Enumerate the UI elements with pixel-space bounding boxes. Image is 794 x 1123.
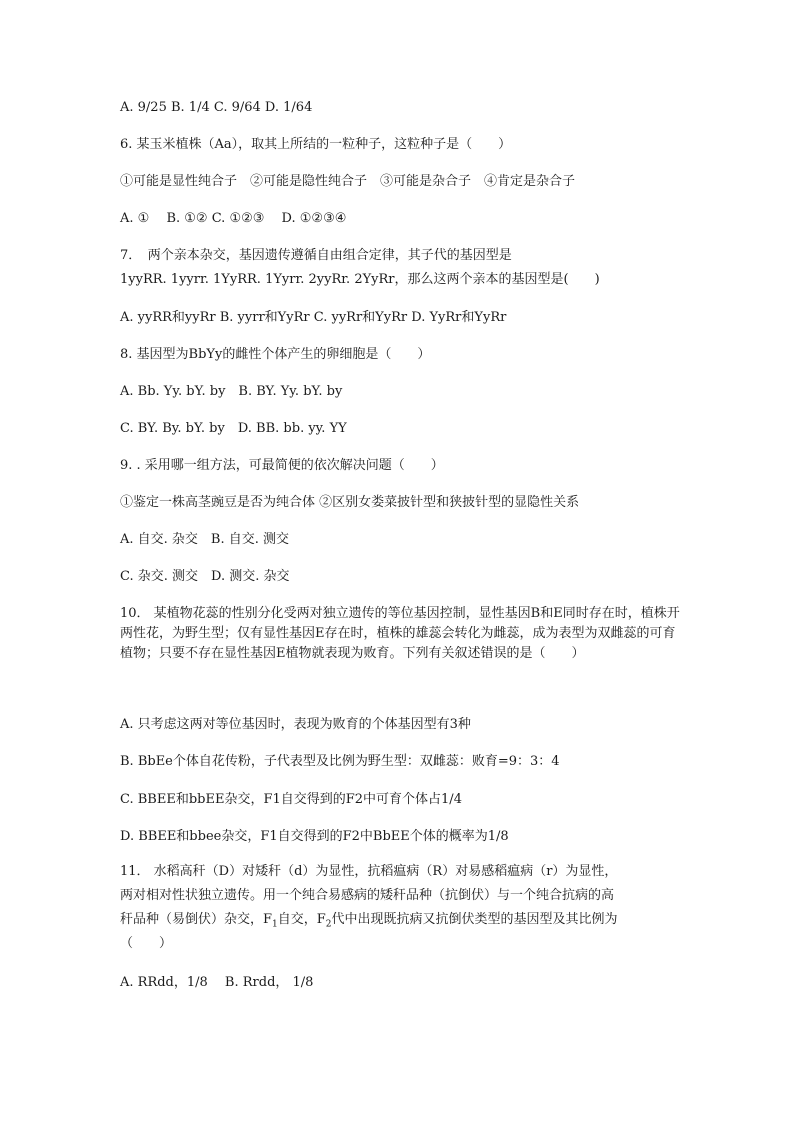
- q10-stem: 10． 某植物花蕊的性别分化受两对独立遗传的等位基因控制，显性基因B和E同时存在时，植株开两性花，为野生型；仅有显性基因E存在时，植株的雄蕊会转化为雌蕊，成为表型为双雌蕊的可育植物；只要不存在显性基因E植物就表现为败育。下列有关叙述错误的是（ ）: [120, 606, 680, 661]
- q7-stem-line2: 1yyRR. 1yyrr. 1YyRR. 1Yyrr. 2yyRr. 2YyRr，那么这两个亲本的基因型是( ): [120, 272, 600, 287]
- q9-options-ab: A. 自交. 杂交 B. 自交. 测交: [120, 532, 290, 547]
- q8-options-cd: C. BY. By. bY. by D. BB. bb. yy. YY: [120, 421, 347, 436]
- q11-stem-line2: 两对相对性状独立遗传。用一个纯合易感病的矮秆品种（抗倒伏）与一个纯合抗病的高: [120, 888, 615, 903]
- q11-stem-line3: 秆品种（易倒伏）杂交，$F_1$自交，$F_2$代中出现既抗病又抗倒伏类型的基因型及其比例为: [120, 912, 618, 930]
- q7-stem-line1: 7． 两个亲本杂交，基因遗传遵循自由组合定律，其子代的基因型是: [120, 248, 512, 263]
- q11-stem-line1: 11． 水稻高秆（D）对矮秆（d）为显性，抗稻瘟病（R）对易感稻瘟病（r）为显性，: [120, 864, 618, 879]
- q10-option-c: C. BBEE和bbEE杂交，F1自交得到的F2中可育个体占1/4: [120, 792, 462, 807]
- q6-items: ①可能是显性纯合子 ②可能是隐性纯合子 ③可能是杂合子 ④肯定是杂合子: [120, 174, 576, 189]
- q9-items: ①鉴定一株高茎豌豆是否为纯合体 ②区别女娄菜披针型和狭披针型的显隐性关系: [120, 495, 580, 510]
- q10-option-a: A. 只考虑这两对等位基因时，表现为败育的个体基因型有3种: [120, 717, 471, 732]
- q9-options-cd: C. 杂交. 测交 D. 测交. 杂交: [120, 569, 290, 584]
- q10-option-b: B. BbEe个体自花传粉，子代表型及比例为野生型：双雌蕊：败育=9：3：4: [120, 754, 560, 769]
- q11-stem-line4: （ ）: [120, 936, 173, 951]
- q6-stem: 6. 某玉米植株（Aa），取其上所结的一粒种子，这粒种子是（ ）: [120, 137, 512, 152]
- q8-options-ab: A. Bb. Yy. bY. by B. BY. Yy. bY. by: [120, 384, 343, 399]
- q9-stem: 9. . 采用哪一组方法，可最简便的依次解决问题（ ）: [120, 458, 444, 473]
- q5-options: A. 9/25 B. 1/4 C. 9/64 D. 1/64: [120, 100, 313, 115]
- q6-options: A. ① B. ①② C. ①②③ D. ①②③④: [120, 211, 347, 226]
- q11-options: A. RRdd，1/8 B. Rrdd， 1/8: [120, 975, 314, 990]
- q8-stem: 8. 基因型为BbYy的雌性个体产生的卵细胞是（ ）: [120, 347, 431, 362]
- q10-option-d: D. BBEE和bbee杂交，F1自交得到的F2中BbEE个体的概率为1/8: [120, 829, 509, 844]
- q7-options: A. yyRR和yyRr B. yyrr和YyRr C. yyRr和YyRr D. YyRr和YyRr: [120, 310, 507, 325]
